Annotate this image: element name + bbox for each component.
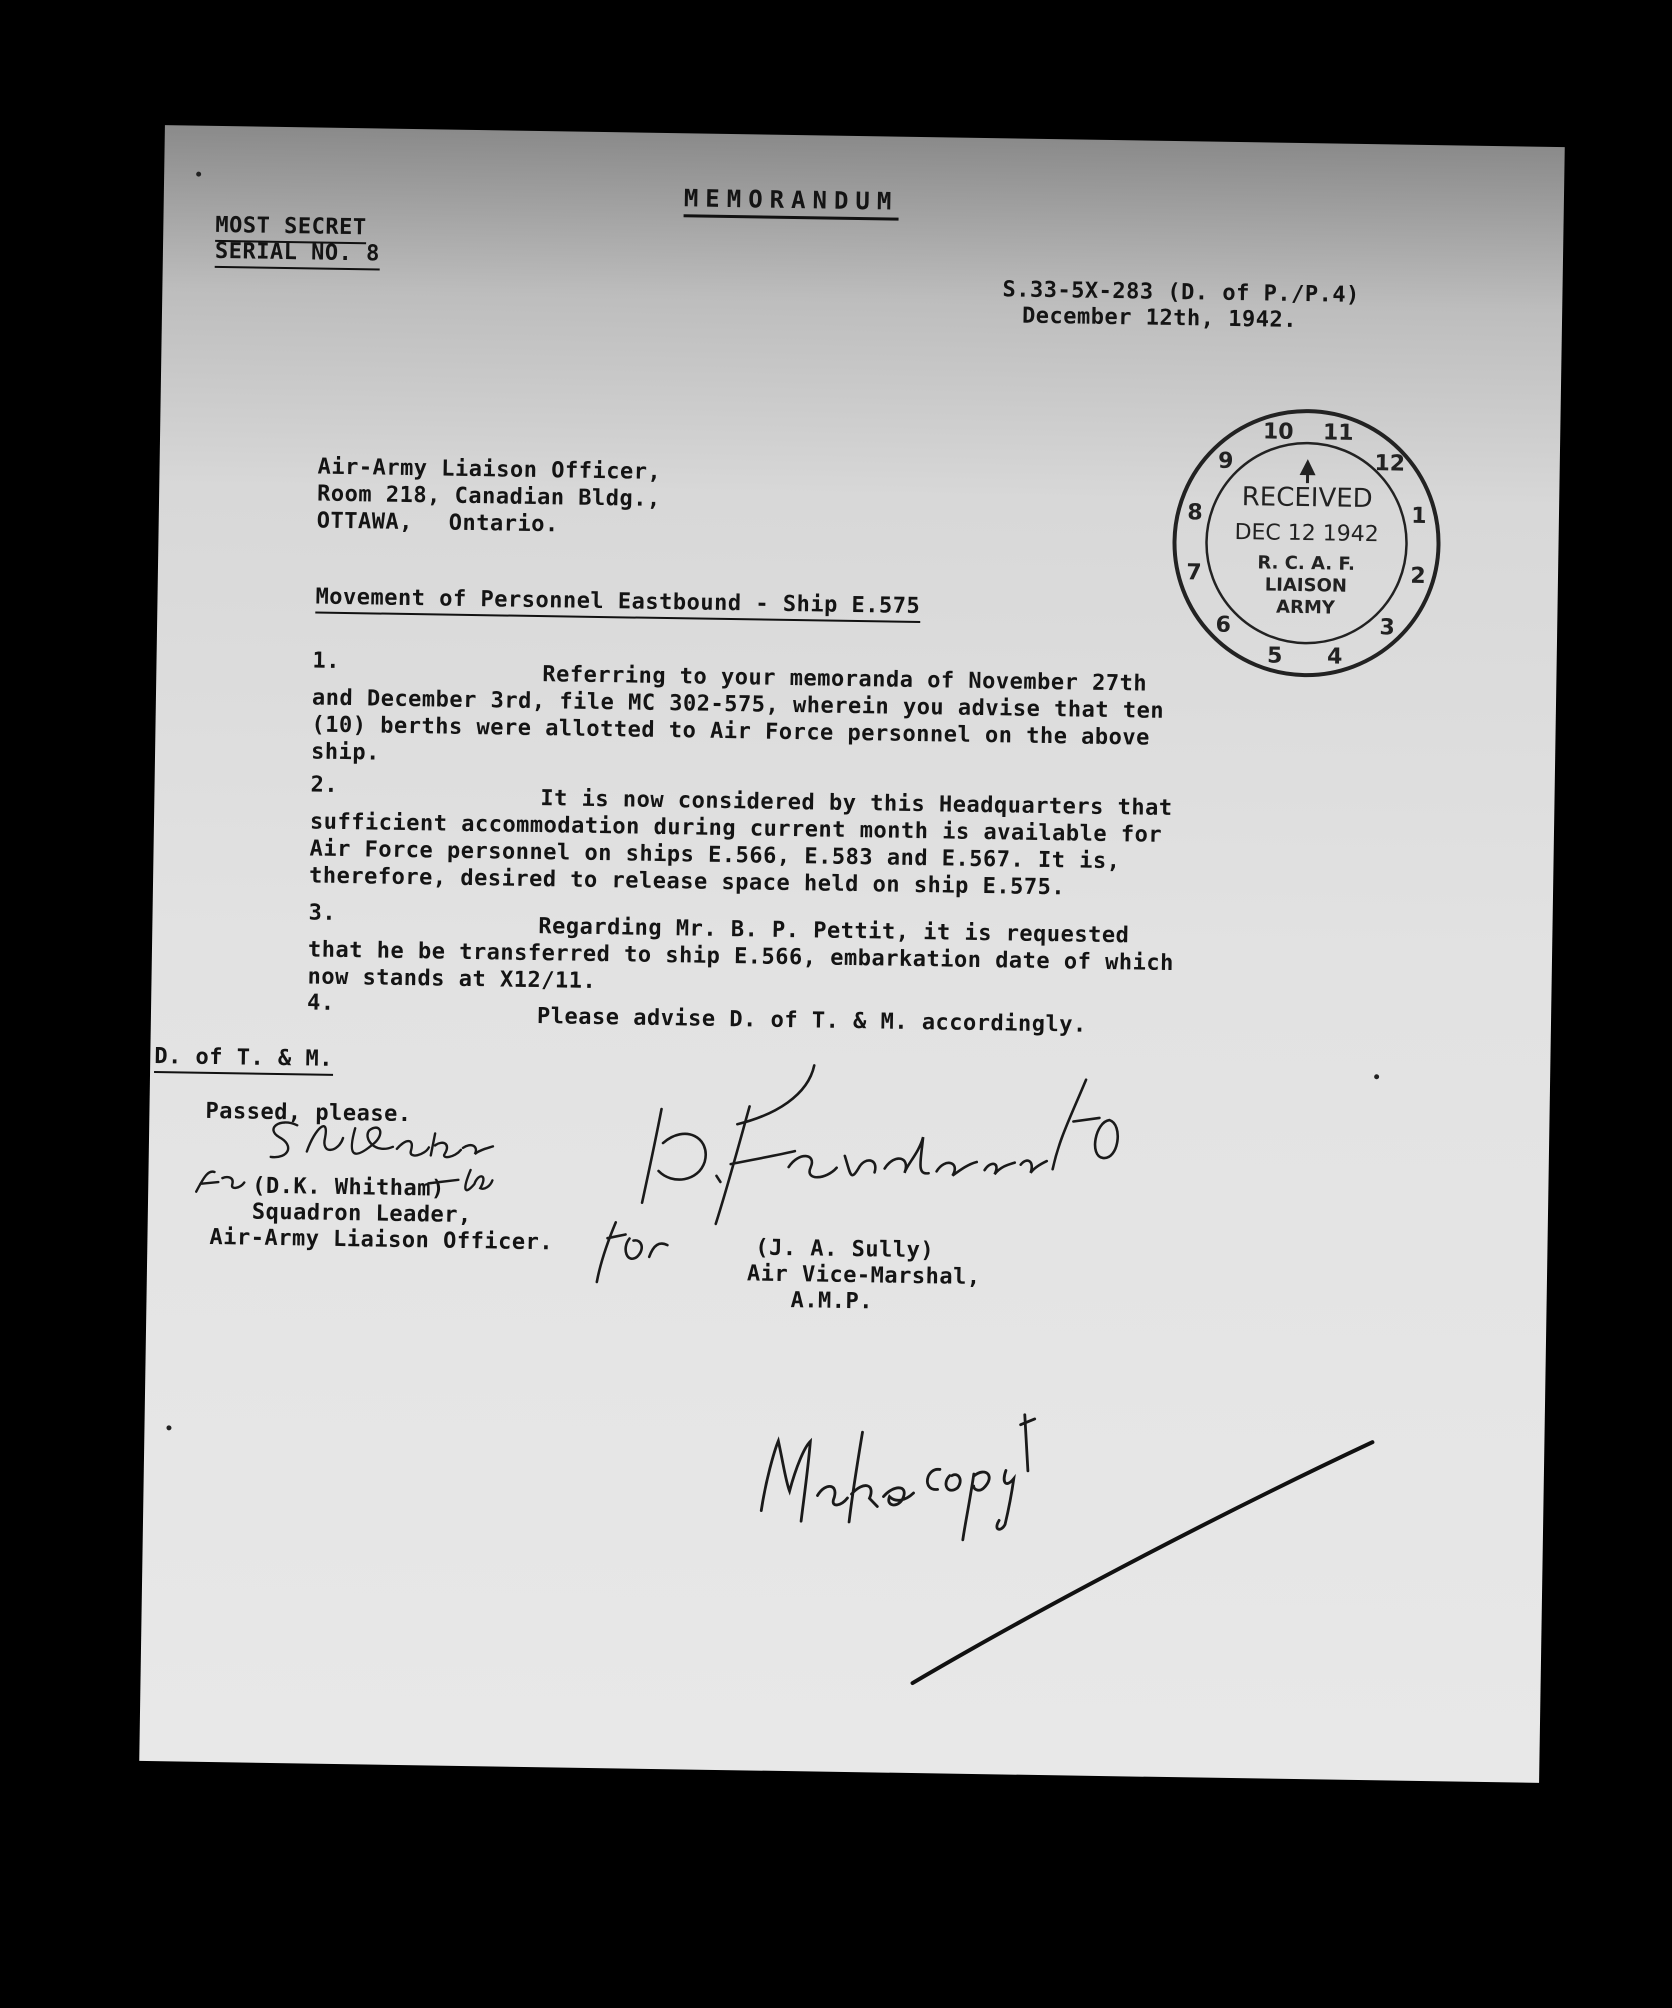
serial-number: SERIAL NO. 8 (215, 238, 380, 271)
stamp-rcaf: R. C. A. F. (1257, 552, 1356, 575)
paragraph-2-text: It is now considered by this Headquarters that sufficient accommodation during current month is available for Air Force personnel on ships E.566, E.583 and E.567. It is, therefore, desired to release space held on ship E.575. (308, 786, 1173, 901)
memo-title: MEMORANDUM (684, 185, 899, 220)
stamp-liaison: LIAISON (1264, 574, 1348, 597)
stamp-ring-number: 7 (1186, 560, 1202, 586)
stamp-ring-number: 9 (1217, 448, 1234, 474)
addressee-line-2: Room 218, Canadian Bldg., (316, 481, 661, 512)
speck (1374, 1074, 1379, 1079)
memo-subject: Movement of Personnel Eastbound - Ship E.575 (315, 584, 920, 623)
stamp-ring-number: 12 (1374, 451, 1406, 477)
paragraph-1-text: Referring to your memoranda of November 27th and December 3rd, file MC 302-575, wherein you advise that ten (10) berths were allotted to Air Force personnel on the above ship. (310, 662, 1165, 766)
right-signatory-title: A.M.P. (790, 1288, 874, 1315)
right-handwritten-signature (587, 1052, 1131, 1300)
paragraph-1 (311, 657, 1193, 779)
stamp-ring-number: 10 (1262, 419, 1294, 445)
paragraph-3-number: 3. (308, 900, 337, 926)
addressee-line-1: Air-Army Liaison Officer, (317, 454, 662, 485)
speck (166, 1425, 171, 1430)
memo-date: December 12th, 1942. (1021, 303, 1298, 333)
paragraph-2 (309, 781, 1191, 903)
received-stamp (1164, 401, 1448, 685)
stamp-ring-number: 8 (1187, 500, 1203, 526)
stamp-ring-number: 6 (1215, 612, 1232, 638)
addressee-city: OTTAWA, (316, 508, 414, 536)
stamp-date: DEC 12 1942 (1234, 519, 1379, 548)
routing-note: Passed, please. (205, 1098, 412, 1128)
stamp-ring-number: 1 (1411, 503, 1427, 529)
paragraph-4-text: Please advise D. of T. & M. accordingly. (536, 1004, 1087, 1038)
right-signatory-rank: Air Vice-Marshal, (746, 1261, 981, 1291)
stamp-ring-number: 3 (1379, 615, 1396, 641)
stamp-received: RECEIVED (1241, 482, 1373, 515)
stamp-army: ARMY (1275, 596, 1336, 619)
classification-label: MOST SECRET (215, 212, 367, 244)
left-signatory-rank: Squadron Leader, (251, 1199, 472, 1229)
paragraph-1-number: 1. (312, 648, 341, 674)
left-signatory-title: Air-Army Liaison Officer. (209, 1224, 554, 1256)
right-signatory-name: (J. A. Sully) (755, 1235, 935, 1264)
paragraph-2-number: 2. (310, 772, 339, 798)
stamp-ring-number: 2 (1410, 563, 1426, 589)
stamp-ring-number: 11 (1322, 420, 1354, 446)
addressee-province: Ontario. (448, 510, 559, 538)
paragraph-4-number: 4. (306, 990, 335, 1016)
stamp-ring-number: 4 (1326, 644, 1343, 670)
stamp-ring-number: 5 (1266, 643, 1283, 669)
speck (196, 172, 201, 177)
file-reference: S.33-5X-283 (D. of P./P.4) (1002, 277, 1360, 308)
diagonal-line-mark (900, 1427, 1384, 1705)
left-handwritten-signature (178, 1105, 520, 1220)
left-signatory-name: (D.K. Whitham) (252, 1173, 445, 1202)
routing-to: D. of T. & M. (154, 1043, 333, 1076)
memo-page (139, 125, 1565, 1783)
paragraph-3 (307, 909, 1188, 1004)
paragraph-3-text: Regarding Mr. B. P. Pettit, it is requested that he be transferred to ship E.566, embarkation date of which now stands at X12/11. (307, 914, 1175, 994)
